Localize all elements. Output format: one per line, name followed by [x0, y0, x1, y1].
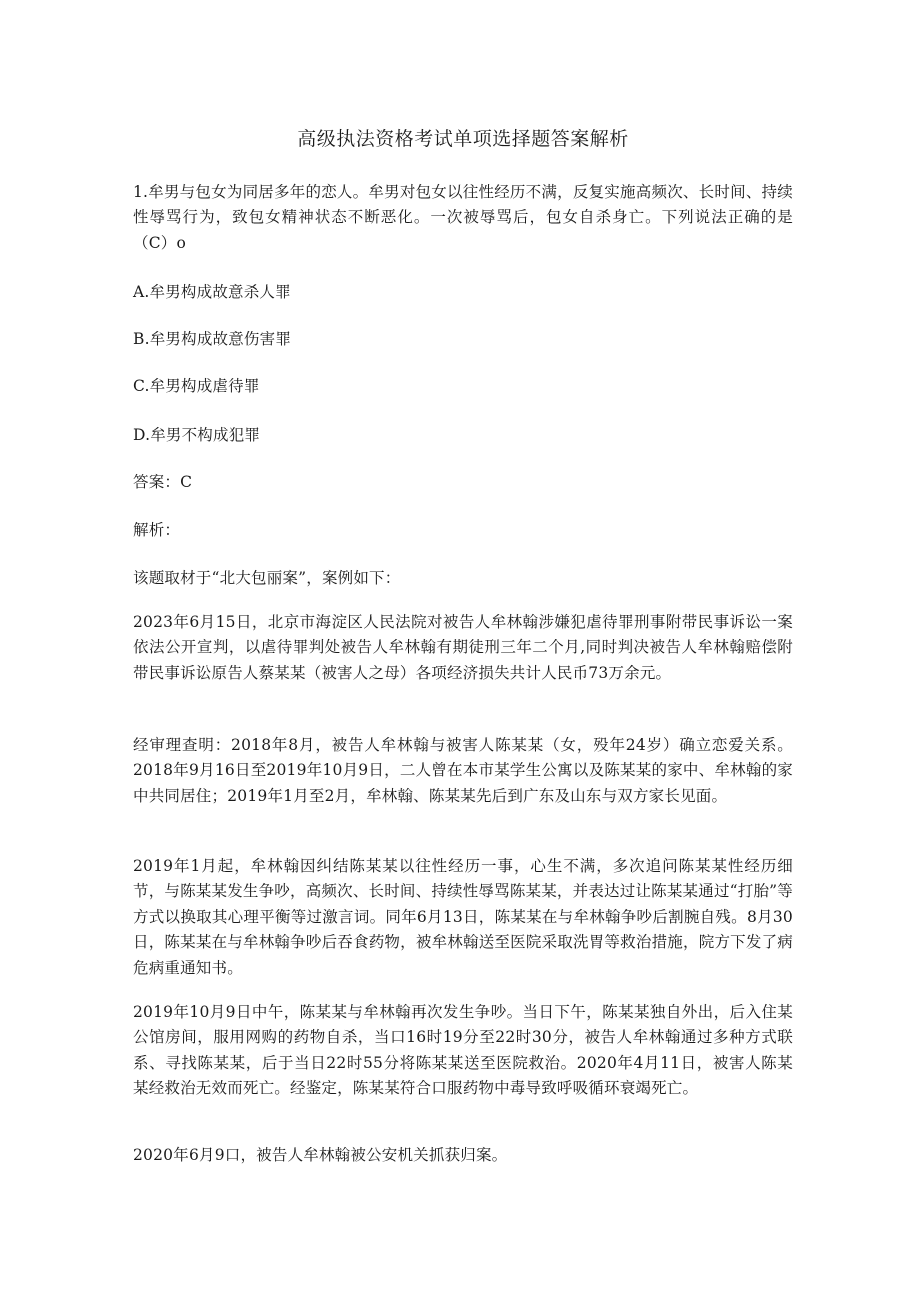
case-paragraph: 2019年10月9日中午，陈某某与牟林翰再次发生争吵。当日下午，陈某某独自外出，后入住某公馆房间，服用网购的药物自杀，当口16时19分至22时30分，被告人牟林翰通过多种方式联系、寻找陈某某，后于当日22时55分将陈某某送至医院救治。2020年4月11日，被害人陈某某经救治无效而死亡。经鉴定，陈某某符合口服药物中毒导致呼吸循环衰竭死亡。 — [133, 1003, 793, 1098]
option-b: B.牟男构成故意伤害罪 — [133, 330, 292, 348]
analysis-label: 解析： — [133, 521, 181, 539]
case-paragraph: 2020年6月9口，被告人牟林翰被公安机关抓获归案。 — [133, 1146, 508, 1164]
option-a: A.牟男构成故意杀人罪 — [133, 283, 291, 301]
case-paragraph: 经审理查明：2018年8月，被告人牟林翰与被害人陈某某（女，殁年24岁）确立恋爱关系。2018年9月16日至2019年10月9日，二人曾在本市某学生公寓以及陈某某的家中、牟林翰的家中共同居住；2019年1月至2月，牟林翰、陈某某先后到广东及山东与双方家长见面。 — [133, 736, 793, 805]
option-c: C.牟男构成虐待罪 — [133, 377, 260, 395]
question-text: 1.牟男与包女为同居多年的恋人。牟男对包女以往性经历不满，反复实施高频次、长时间、持续性辱骂行为，致包女精神状态不断恶化。一次被辱骂后，包女自杀身亡。下列说法正确的是（C）o — [133, 183, 793, 252]
intro-line: 该题取材于“北大包丽案”，案例如下： — [133, 569, 401, 587]
document-title: 高级执法资格考试单项选择题答案解析 — [297, 128, 629, 150]
answer-line: 答案：C — [133, 473, 193, 491]
case-paragraph: 2019年1月起，牟林翰因纠结陈某某以往性经历一事，心生不满，多次追问陈某某性经历细节，与陈某某发生争吵，高频次、长时间、持续性辱骂陈某某，并表达过让陈某某通过“打胎”等方式以换取其心理平衡等过激言词。同年6月13日，陈某某在与牟林翰争吵后割腕自残。8月30日，陈某某在与牟林翰争吵后吞食药物，被牟林翰送至医院采取洗胃等救治措施，院方下发了病危病重通知书。 — [133, 857, 793, 977]
option-d: D.牟男不构成犯罪 — [133, 426, 261, 444]
case-paragraph: 2023年6月15日，北京市海淀区人民法院对被告人牟林翰涉嫌犯虐待罪刑事附带民事诉讼一案依法公开宣判，以虐待罪判处被告人牟林翰有期徒刑三年二个月,同时判决被告人牟林翰赔偿附带民事诉讼原告人蔡某某（被害人之母）各项经济损失共计人民币73万余元。 — [133, 613, 793, 682]
